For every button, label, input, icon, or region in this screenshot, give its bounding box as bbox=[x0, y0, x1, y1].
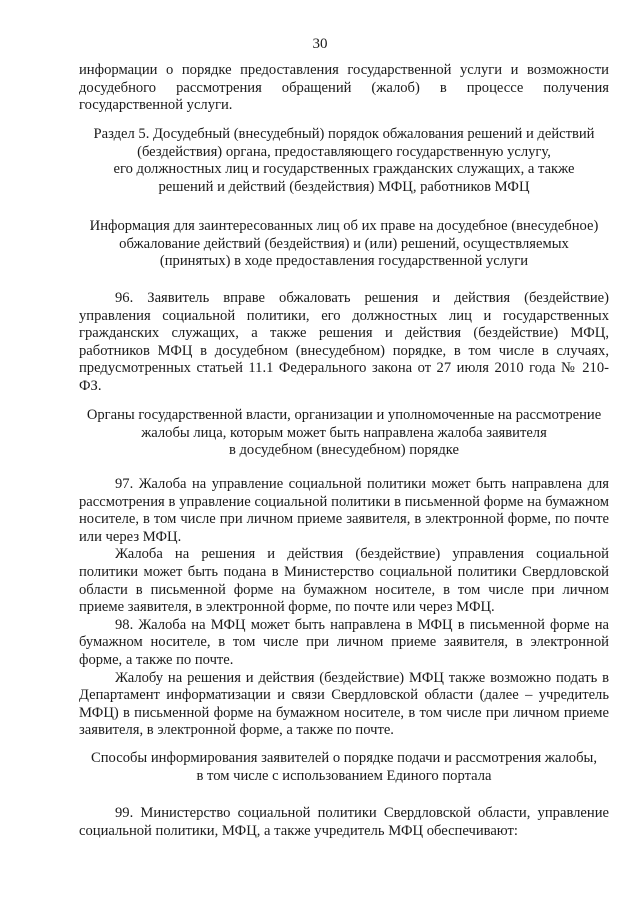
paragraph-99-block bbox=[79, 805, 609, 840]
paragraph-99: 99. Министерство социальной политики Свердловской области, управление социальной политики, МФЦ, а также учредитель МФЦ обеспечивают: bbox=[79, 805, 609, 839]
organs-heading bbox=[79, 407, 609, 460]
section5-heading bbox=[79, 126, 609, 196]
paragraph-98b: Жалобу на решения и действия (бездействие) МФЦ также возможно подать в Департамент информатизации и связи Свердловской области (далее – учредитель МФЦ) в письменной форме на бумажном носителе, в том числе при личном приеме заявителя, в электронной форме, а также по почте. bbox=[79, 669, 609, 739]
info-heading bbox=[79, 218, 609, 271]
organs-heading-line: Органы государственной власти, организации и уполномоченные на рассмотрение bbox=[86, 407, 602, 423]
methods-heading-line: в том числе с использованием Единого портала bbox=[196, 767, 492, 784]
section5-heading-line: его должностных лиц и государственных гражданских служащих, а также bbox=[113, 161, 575, 178]
paragraph-96: 96. Заявитель вправе обжаловать решения и действия (бездействие) управления социальной политики, его должностных лиц и государственных гражданских служащих, а также решения и действия (бездействие) МФЦ, работников МФЦ в досудебном (внесудебном) порядке, в том числе в случаях, предусмотренных статьей 11.1 Федерального закона от 27 июля 2010 года № 210-ФЗ. bbox=[79, 290, 609, 394]
paragraphs-97-98-block bbox=[79, 476, 609, 740]
info-heading-line: обжалование действий (бездействия) и (или) решений, осуществляемых bbox=[119, 235, 569, 252]
methods-heading-line: Способы информирования заявителей о порядке подачи и рассмотрения жалобы, bbox=[91, 750, 597, 766]
organs-heading-line: жалобы лица, которым может быть направлена жалоба заявителя bbox=[141, 424, 547, 441]
paragraph-96-block bbox=[79, 290, 609, 396]
methods-heading bbox=[79, 750, 609, 785]
paragraph-97a: 97. Жалоба на управление социальной политики может быть направлена для рассмотрения в управление социальной политики в письменной форме на бумажном носителе, в том числе при личном приеме заявителя, в электронной форме, по почте или через МФЦ. bbox=[79, 476, 609, 545]
continuation-paragraph: информации о порядке предоставления государственной услуги и возможности досудебного рассмотрения обращений (жалоб) в процессе получения государственной услуги. bbox=[79, 62, 609, 114]
page-number: 30 bbox=[312, 36, 328, 52]
paragraph-97b: Жалоба на решения и действия (бездействие) управления социальной политики может быть подана в Министерство социальной политики Свердловской области в письменной форме на бумажном носителе, в том числе при личном приеме заявителя, в электронной форме, по почте или через МФЦ. bbox=[79, 546, 609, 616]
paragraph-98a: 98. Жалоба на МФЦ может быть направлена в МФЦ в письменной форме на бумажном носителе, в том числе при личном приеме заявителя, в электронной форме, а также по почте. bbox=[79, 616, 609, 668]
continuation-block bbox=[79, 62, 609, 115]
organs-heading-line: в досудебном (внесудебном) порядке bbox=[228, 442, 460, 459]
section5-heading-line: Раздел 5. Досудебный (внесудебный) порядок обжалования решений и действий bbox=[93, 126, 595, 142]
section5-heading-line: (бездействия) органа, предоставляющего государственную услугу, bbox=[137, 143, 551, 160]
info-heading-line: Информация для заинтересованных лиц об их праве на досудебное (внесудебное) bbox=[89, 218, 599, 234]
info-heading-line: (принятых) в ходе предоставления государственной услуги bbox=[159, 253, 529, 270]
section5-heading-line: решений и действий (бездействия) МФЦ, работников МФЦ bbox=[158, 178, 530, 195]
